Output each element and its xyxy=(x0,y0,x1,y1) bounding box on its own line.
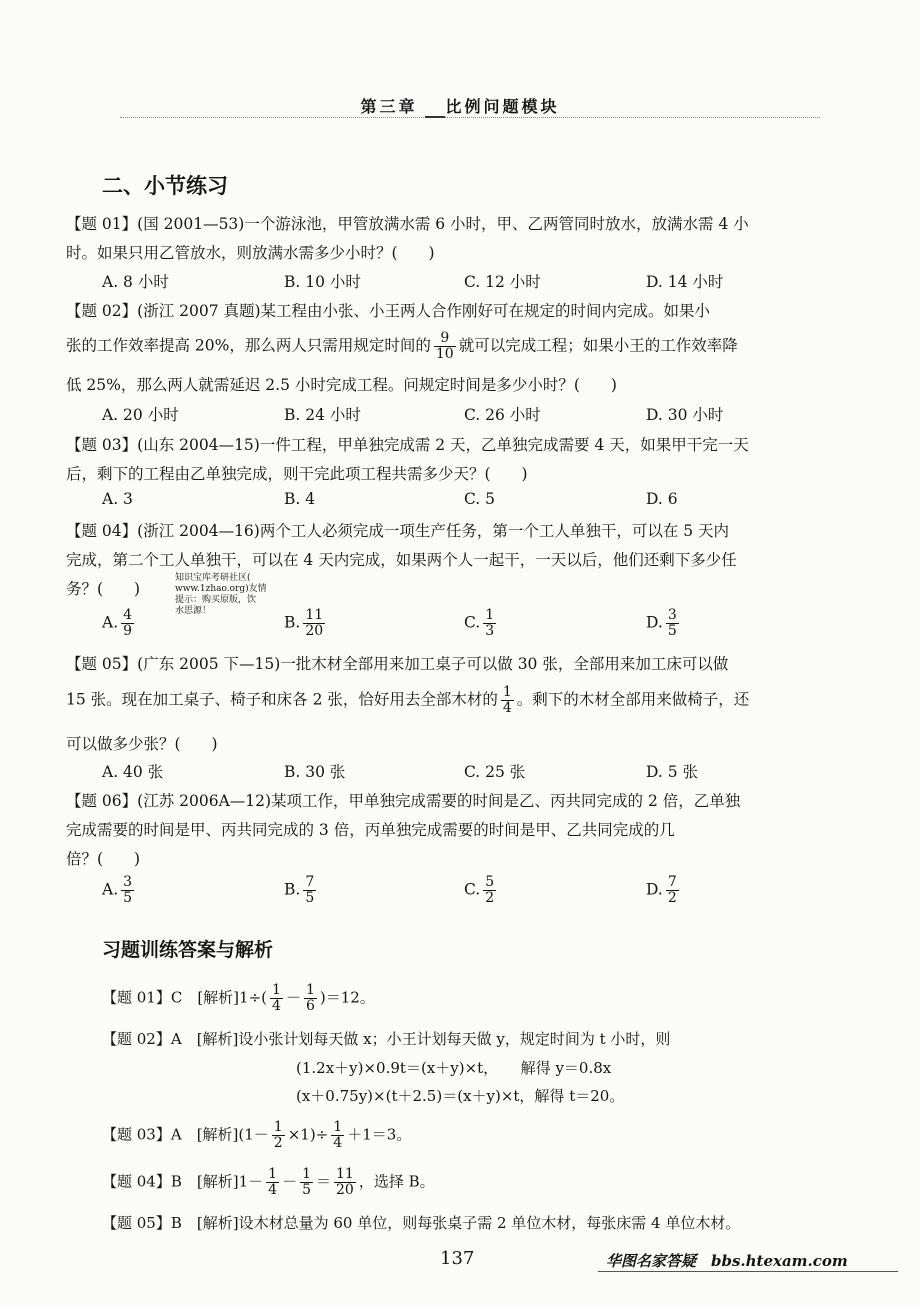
answer-05: 【题 05】B [解析]设木材总量为 60 单位，则每张桌子需 2 单位木材，每张床需 4 单位木材。 xyxy=(102,1214,741,1232)
fraction: $\frac{1}{4}$ xyxy=(502,684,512,716)
chapter-title: 比例问题模块 xyxy=(445,97,560,116)
q3-line1: 【题 03】(山东 2004—15)一件工程，甲单独完成需 2 天，乙单独完成需要 4 天，如果甲干完一天 xyxy=(66,436,749,454)
option-b: B. 24 小时 xyxy=(284,406,361,424)
option-d: D. 14 小时 xyxy=(646,273,724,291)
option-d: D. $\frac{3}{5}$ xyxy=(646,607,677,639)
answer-03: 【题 03】A [解析](1－ $\frac{1}{2}$ ×1)÷ $\frac{1}{4}$ ＋1＝3。 xyxy=(102,1119,412,1151)
q5-line1: 【题 05】(广东 2005 下—15)一批木材全部用来加工桌子可以做 30 张，全部用来加工床可以做 xyxy=(66,655,729,673)
q4-options xyxy=(102,608,862,648)
answer-02-line3: (x＋0.75y)×(t＋2.5)＝(x＋y)×t，解得 t＝20。 xyxy=(296,1087,625,1105)
option-c: C. 12 小时 xyxy=(464,273,541,291)
option-a: A. 3 xyxy=(102,490,133,508)
answer-04: 【题 04】B [解析]1－ $\frac{1}{4}$ － $\frac{1}{5}$ ＝ $\frac{11}{20}$ ，选择 B。 xyxy=(102,1166,435,1198)
option-c: C. 26 小时 xyxy=(464,406,541,424)
footer-rule xyxy=(598,1271,898,1272)
page-number: 137 xyxy=(440,1248,475,1269)
option-d: D. $\frac{7}{2}$ xyxy=(646,874,677,906)
q1-line2: 时。如果只用乙管放水，则放满水需多少小时？( ) xyxy=(66,244,435,262)
option-a: A. 8 小时 xyxy=(102,273,169,291)
chapter-label: 第三章 xyxy=(360,97,418,116)
option-a: A. $\frac{4}{9}$ xyxy=(102,607,133,639)
q6-options xyxy=(102,875,862,915)
q5-line3: 可以做多少张？( ) xyxy=(66,735,218,753)
running-header xyxy=(0,94,920,117)
q4-line3: 务？( ) xyxy=(66,580,141,598)
watermark-note: 知识宝库考研社区( www.1zhao.org)友情 提示：购买原版，饮 水思源！ xyxy=(175,573,267,616)
option-b: B. 10 小时 xyxy=(284,273,361,291)
q2-line3: 低 25%，那么两人就需延迟 2.5 小时完成工程。问规定时间是多少小时？( ) xyxy=(66,376,617,394)
option-a: A. 40 张 xyxy=(102,763,164,781)
q6-line2: 完成需要的时间是甲、丙共同完成的 3 倍，丙单独完成需要的时间是甲、乙共同完成的几 xyxy=(66,821,675,839)
option-b: B. 4 xyxy=(284,490,316,508)
q6-line3: 倍？( ) xyxy=(66,850,141,868)
q2-line1: 【题 02】(浙江 2007 真题)某工程由小张、小王两人合作刚好可在规定的时间内完成。如果小 xyxy=(66,302,711,320)
q3-line2: 后，剩下的工程由乙单独完成，则干完此项工程共需多少天？( ) xyxy=(66,465,528,483)
answer-01: 【题 01】C [解析]1÷( $\frac{1}{4}$ － $\frac{1}{6}$ )＝12。 xyxy=(102,982,375,1014)
answer-02-line1: 【题 02】A [解析]设小张计划每天做 x；小王计划每天做 y，规定时间为 t 小时，则 xyxy=(102,1030,671,1048)
q2-line2: 张的工作效率提高 20%，那么两人只需用规定时间的 $\frac{9}{10}$ 就可以完成工程；如果小王的工作效率降 xyxy=(66,330,738,362)
answers-title: 习题训练答案与解析 xyxy=(102,939,274,961)
option-c: C. $\frac{5}{2}$ xyxy=(464,874,495,906)
section-title: 二、小节练习 xyxy=(102,173,228,198)
q1-line1: 【题 01】(国 2001—53)一个游泳池，甲管放满水需 6 小时，甲、乙两管同时放水，放满水需 4 小 xyxy=(66,215,749,233)
header-rule-accent xyxy=(425,116,445,118)
fraction: $\frac{9}{10}$ xyxy=(435,330,454,362)
option-b: B. 30 张 xyxy=(284,763,346,781)
option-a: A. $\frac{3}{5}$ xyxy=(102,874,133,906)
option-c: C. 5 xyxy=(464,490,496,508)
q6-line1: 【题 06】(江苏 2006A—12)某项工作，甲单独完成需要的时间是乙、丙共同完成的 2 倍，乙单独 xyxy=(66,792,741,810)
option-a: A. 20 小时 xyxy=(102,406,179,424)
q4-line2: 完成，第二个工人单独干，可以在 4 天内完成，如果两个人一起干，一天以后，他们还剩下多少任 xyxy=(66,551,737,569)
option-c: C. 25 张 xyxy=(464,763,526,781)
option-b: B. $\frac{11}{20}$ xyxy=(284,607,324,639)
q4-line1: 【题 04】(浙江 2004—16)两个工人必须完成一项生产任务，第一个工人单独干，可以在 5 天内 xyxy=(66,522,730,540)
option-d: D. 5 张 xyxy=(646,763,699,781)
option-d: D. 6 xyxy=(646,490,678,508)
header-rule xyxy=(120,117,820,118)
footer-brand: 华图名家答疑 bbs.htexam.com xyxy=(606,1252,848,1270)
q5-line2: 15 张。现在加工桌子、椅子和床各 2 张，恰好用去全部木材的 $\frac{1}{4}$ 。剩下的木材全部用来做椅子，还 xyxy=(66,684,750,716)
answer-02-line2: (1.2x＋y)×0.9t＝(x＋y)×t， 解得 y＝0.8x xyxy=(296,1059,612,1077)
option-c: C. $\frac{1}{3}$ xyxy=(464,607,495,639)
option-b: B. $\frac{7}{5}$ xyxy=(284,874,315,906)
option-d: D. 30 小时 xyxy=(646,406,724,424)
